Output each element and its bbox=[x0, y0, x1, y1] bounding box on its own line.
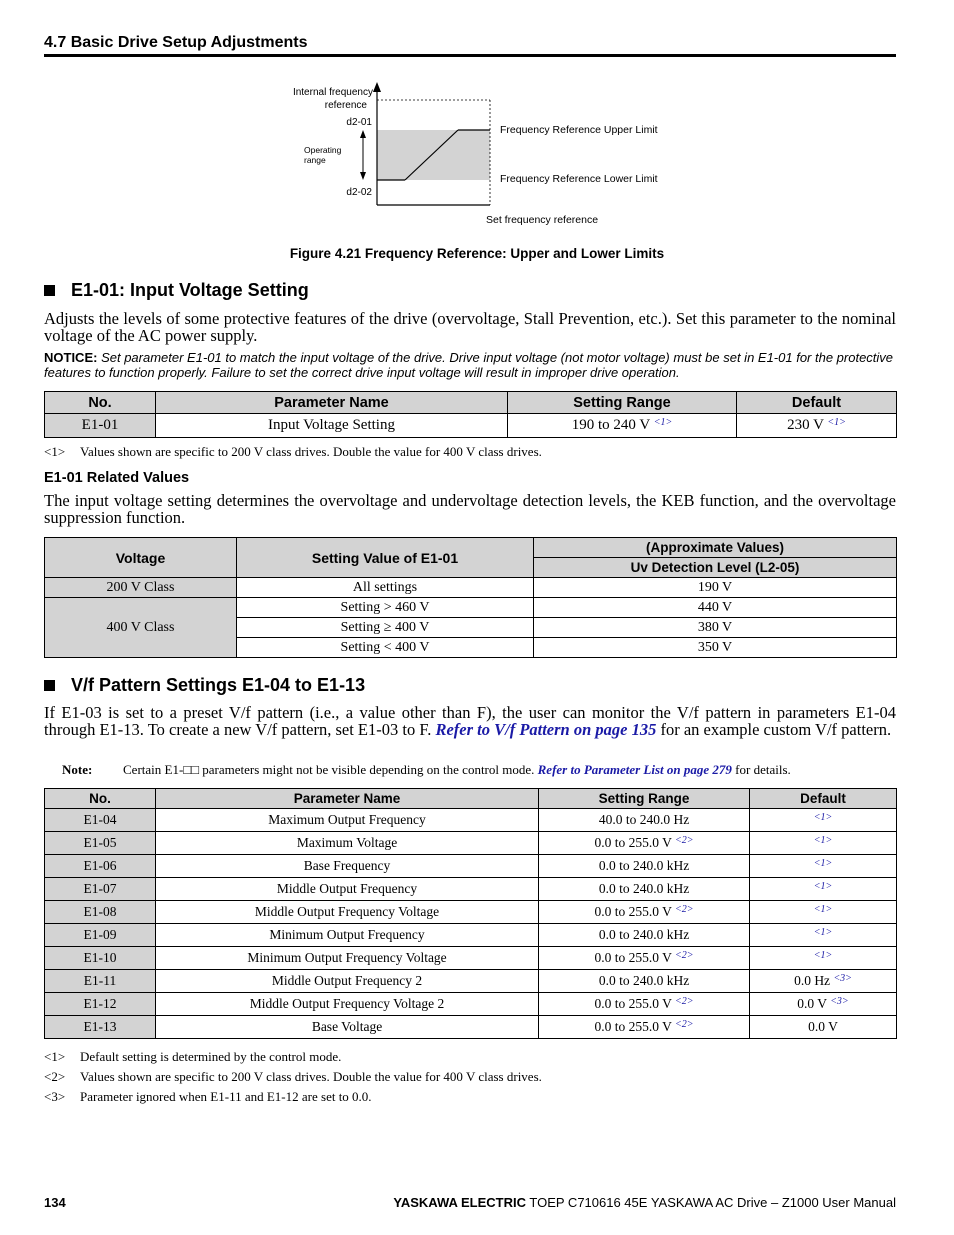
cell-range bbox=[508, 414, 737, 438]
footnote-ref-link[interactable]: <1> bbox=[827, 417, 846, 428]
range-value: 40.0 to 240.0 Hz bbox=[598, 812, 690, 827]
footnote-text: Default setting is determined by the control mode. bbox=[80, 1049, 342, 1064]
cell-name: Base Voltage bbox=[156, 1016, 539, 1039]
section-heading-e1-01 bbox=[44, 280, 309, 301]
note-block bbox=[62, 762, 896, 778]
footnote-ref-link[interactable]: <1> bbox=[813, 950, 833, 961]
default-value: 0.0 V bbox=[797, 996, 827, 1011]
section-title: V/f Pattern Settings E1-04 to E1-13 bbox=[71, 675, 366, 695]
range-arrow-up bbox=[360, 130, 366, 138]
footnote bbox=[44, 1047, 542, 1067]
notice-block bbox=[44, 351, 896, 380]
cell-setting: Setting ≥ 400 V bbox=[237, 618, 534, 638]
range-value: 0.0 to 240.0 kHz bbox=[598, 927, 690, 942]
note-label: Note: bbox=[62, 762, 93, 777]
footer-brand: YASKAWA ELECTRIC bbox=[393, 1195, 527, 1210]
section-header-title: 4.7 Basic Drive Setup Adjustments bbox=[44, 34, 308, 51]
cell-range bbox=[539, 924, 750, 947]
footnote-ref-link[interactable]: <1> bbox=[813, 812, 833, 823]
cell-no: E1-05 bbox=[45, 832, 156, 855]
cell-voltage-class: 400 V Class bbox=[45, 598, 237, 658]
col-header-default: Default bbox=[737, 392, 897, 414]
parameter-list-link[interactable]: Refer to Parameter List on page 279 bbox=[537, 762, 732, 777]
section-bullet-icon bbox=[44, 680, 55, 691]
col-header-range: Setting Range bbox=[508, 392, 737, 414]
footnote-ref-link[interactable]: <2> bbox=[675, 835, 694, 846]
cell-default bbox=[750, 947, 897, 970]
col-header-no: No. bbox=[45, 789, 156, 809]
col-header-range: Setting Range bbox=[539, 789, 750, 809]
cell-name: Minimum Output Frequency bbox=[156, 924, 539, 947]
col-header-voltage: Voltage bbox=[45, 538, 237, 578]
cell-name: Middle Output Frequency 2 bbox=[156, 970, 539, 993]
cell-default bbox=[750, 878, 897, 901]
sec2-paragraph bbox=[44, 704, 896, 738]
col-header-setting: Setting Value of E1-01 bbox=[237, 538, 534, 578]
col-header-uv-level: Uv Detection Level (L2-05) bbox=[534, 558, 897, 578]
cell-uv: 350 V bbox=[534, 638, 897, 658]
cell-setting: Setting < 400 V bbox=[237, 638, 534, 658]
cell-name: Middle Output Frequency Voltage bbox=[156, 901, 539, 924]
cell-default bbox=[750, 855, 897, 878]
cell-uv: 440 V bbox=[534, 598, 897, 618]
operating-range-label-1: Operating bbox=[304, 145, 342, 155]
upper-limit-label: Frequency Reference Upper Limit bbox=[500, 124, 658, 136]
footer-doc-title: TOEP C710616 45E YASKAWA AC Drive – Z1000 User Manual bbox=[526, 1195, 896, 1210]
cell-range bbox=[539, 878, 750, 901]
table-row bbox=[45, 598, 897, 618]
note-text: for details. bbox=[731, 762, 791, 777]
cell-default bbox=[750, 832, 897, 855]
cell-no: E1-13 bbox=[45, 1016, 156, 1039]
cell-no: E1-11 bbox=[45, 970, 156, 993]
col-header-default: Default bbox=[750, 789, 897, 809]
section-bullet-icon bbox=[44, 285, 55, 296]
cell-name: Middle Output Frequency Voltage 2 bbox=[156, 993, 539, 1016]
para-text: If E1-03 is set to a preset V/f pattern (i.e., a value other than F), the user can monitor the V/f pattern in parameters E1-04 through E1-13. To create a new V/f pattern, set E1-03 to F. bbox=[44, 703, 896, 739]
footnote-ref-link[interactable]: <1> bbox=[813, 927, 833, 938]
cell-name: Minimum Output Frequency Voltage bbox=[156, 947, 539, 970]
footnote-ref-link[interactable]: <2> bbox=[675, 904, 694, 915]
cell-range bbox=[539, 855, 750, 878]
footnote-key: <2> bbox=[44, 1069, 66, 1084]
operating-range-label-2: range bbox=[304, 155, 326, 165]
cell-no: E1-04 bbox=[45, 809, 156, 832]
cell-no: E1-07 bbox=[45, 878, 156, 901]
cell-default bbox=[750, 993, 897, 1016]
table-row bbox=[45, 809, 897, 832]
y-axis-arrow bbox=[373, 82, 381, 92]
cell-no: E1-06 bbox=[45, 855, 156, 878]
e1-01-parameter-table bbox=[44, 391, 897, 438]
cell-default bbox=[750, 924, 897, 947]
table-row bbox=[45, 901, 897, 924]
table-row bbox=[45, 924, 897, 947]
range-value: 0.0 to 255.0 V bbox=[594, 996, 672, 1011]
default-value: 0.0 V bbox=[808, 1019, 838, 1034]
figure-caption: Figure 4.21 Frequency Reference: Upper and Lower Limits bbox=[289, 246, 665, 261]
footnote bbox=[44, 1087, 542, 1107]
footnote-ref-link[interactable]: <3> bbox=[833, 973, 852, 984]
footnote-text: Parameter ignored when E1-11 and E1-12 are set to 0.0. bbox=[80, 1089, 372, 1104]
table-row bbox=[45, 878, 897, 901]
cell-no: E1-12 bbox=[45, 993, 156, 1016]
range-value: 0.0 to 240.0 kHz bbox=[598, 973, 690, 988]
range-value: 0.0 to 255.0 V bbox=[594, 1019, 672, 1034]
y-axis-label-1: Internal frequency bbox=[292, 87, 373, 98]
range-value: 0.0 to 255.0 V bbox=[594, 950, 672, 965]
footnote-key: <1> bbox=[44, 1049, 66, 1064]
cell-default bbox=[737, 414, 897, 438]
operating-range-band bbox=[377, 130, 490, 180]
range-value: 0.0 to 255.0 V bbox=[594, 904, 672, 919]
related-paragraph: The input voltage setting determines the overvoltage and undervoltage detection levels, the KEB function, and the overvoltage suppression function. bbox=[44, 491, 896, 527]
header-rule bbox=[44, 54, 896, 57]
col-header-name: Parameter Name bbox=[156, 789, 539, 809]
range-value: 0.0 to 255.0 V bbox=[594, 835, 672, 850]
range-value: 0.0 to 240.0 kHz bbox=[598, 858, 690, 873]
footnote-text: Values shown are specific to 200 V class drives. Double the value for 400 V class drives. bbox=[80, 1069, 542, 1084]
lower-limit-label: Frequency Reference Lower Limit bbox=[500, 173, 658, 185]
section-title: E1-01: Input Voltage Setting bbox=[71, 280, 309, 300]
cell-no: E1-08 bbox=[45, 901, 156, 924]
cell-no: E1-01 bbox=[45, 414, 156, 438]
uv-detection-table bbox=[44, 537, 897, 658]
cell-name: Maximum Voltage bbox=[156, 832, 539, 855]
col-header-name: Parameter Name bbox=[156, 392, 508, 414]
section-heading-vf-pattern bbox=[44, 675, 365, 696]
footnote-ref-link[interactable]: <1> bbox=[813, 835, 833, 846]
cell-uv: 380 V bbox=[534, 618, 897, 638]
cell-range bbox=[539, 970, 750, 993]
table-row bbox=[45, 578, 897, 598]
d2-02-label: d2-02 bbox=[346, 187, 372, 198]
footnote-ref-link[interactable]: <1> bbox=[813, 904, 833, 915]
table-row bbox=[45, 993, 897, 1016]
cell-name: Input Voltage Setting bbox=[156, 414, 508, 438]
footnote-ref-link[interactable]: <2> bbox=[675, 1019, 694, 1030]
cell-range bbox=[539, 947, 750, 970]
table-row bbox=[45, 970, 897, 993]
note-text: Certain E1-□□ parameters might not be visible depending on the control mode. bbox=[123, 762, 538, 777]
cell-range bbox=[539, 809, 750, 832]
cell-range bbox=[539, 832, 750, 855]
footnote-1 bbox=[44, 444, 542, 460]
vf-pattern-page-link[interactable]: Refer to V/f Pattern on page 135 bbox=[435, 720, 657, 739]
footnote-ref-link[interactable]: <2> bbox=[675, 996, 694, 1007]
related-values-heading: E1-01 Related Values bbox=[44, 470, 190, 486]
cell-default bbox=[750, 970, 897, 993]
cell-name: Middle Output Frequency bbox=[156, 878, 539, 901]
cell-voltage-class: 200 V Class bbox=[45, 578, 237, 598]
cell-uv: 190 V bbox=[534, 578, 897, 598]
cell-range bbox=[539, 901, 750, 924]
cell-setting: Setting > 460 V bbox=[237, 598, 534, 618]
footnote-key: <3> bbox=[44, 1089, 66, 1104]
table-row bbox=[45, 855, 897, 878]
vf-footnotes bbox=[44, 1047, 542, 1107]
default-value: 0.0 Hz bbox=[794, 973, 831, 988]
range-value: 190 to 240 V bbox=[571, 417, 650, 433]
table-row bbox=[45, 1016, 897, 1039]
cell-no: E1-09 bbox=[45, 924, 156, 947]
footnote bbox=[44, 1067, 542, 1087]
frequency-limit-diagram bbox=[280, 80, 680, 240]
vf-pattern-table bbox=[44, 788, 897, 1039]
x-axis-label: Set frequency reference bbox=[486, 214, 599, 226]
cell-setting: All settings bbox=[237, 578, 534, 598]
notice-text: Set parameter E1-01 to match the input voltage of the drive. Drive input voltage (not motor voltage) must be set in E1-01 for the protective features to function properly. Failure to set the correct drive input voltage will result in improper drive operation. bbox=[44, 350, 894, 380]
footnote-ref-link[interactable]: <1> bbox=[653, 417, 673, 428]
cell-default bbox=[750, 809, 897, 832]
footnote-text: Values shown are specific to 200 V class drives. Double the value for 400 V class drives. bbox=[80, 444, 542, 459]
sec1-paragraph: Adjusts the levels of some protective features of the drive (overvoltage, Stall Prevention, etc.). Set this parameter to the nominal voltage of the AC power supply. bbox=[44, 309, 896, 345]
cell-name: Maximum Output Frequency bbox=[156, 809, 539, 832]
footnote-key: <1> bbox=[44, 444, 66, 459]
col-header-approx: (Approximate Values) bbox=[534, 538, 897, 558]
table-row bbox=[45, 832, 897, 855]
cell-default bbox=[750, 901, 897, 924]
cell-range bbox=[539, 1016, 750, 1039]
notice-label: NOTICE: bbox=[44, 350, 98, 365]
cell-no: E1-10 bbox=[45, 947, 156, 970]
footnote-ref-link[interactable]: <1> bbox=[813, 858, 833, 869]
range-value: 0.0 to 240.0 kHz bbox=[598, 881, 690, 896]
table-row bbox=[45, 414, 897, 438]
para-text: for an example custom V/f pattern. bbox=[656, 720, 892, 739]
y-axis-label-2: reference bbox=[324, 100, 367, 111]
default-value: 230 V bbox=[787, 417, 824, 433]
cell-default bbox=[750, 1016, 897, 1039]
col-header-no: No. bbox=[45, 392, 156, 414]
footnote-ref-link[interactable]: <1> bbox=[813, 881, 833, 892]
d2-01-label: d2-01 bbox=[346, 117, 372, 128]
cell-name: Base Frequency bbox=[156, 855, 539, 878]
footer-doc-info bbox=[393, 1195, 896, 1210]
footnote-ref-link[interactable]: <2> bbox=[675, 950, 694, 961]
page-number: 134 bbox=[44, 1195, 66, 1210]
range-arrow-down bbox=[360, 172, 366, 180]
footnote-ref-link[interactable]: <3> bbox=[830, 996, 849, 1007]
table-row bbox=[45, 947, 897, 970]
cell-range bbox=[539, 993, 750, 1016]
